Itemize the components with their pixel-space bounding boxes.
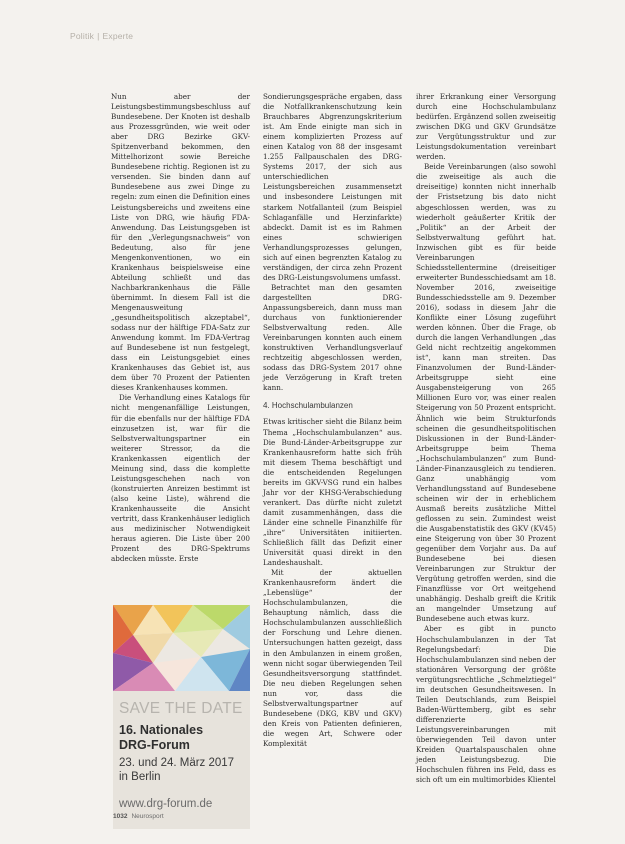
event-title-line: DRG-Forum [119,738,190,752]
paragraph: Mit der aktuellen Krankenhausreform ändert die „Lebenslüge“ der Hochschulambulanzen, die Behauptung nämlich, dass die Hochschulambulanzen ausschließlich der Forschung und Lehre dienen. Untersuchungen hatten gezeigt, dass in den Ambulanzen in einem großen, wenn nicht sogar überwiegenden Teil Gesundheitsversorgung stattfindet. Die neu dieben Regelungen sehen nun vor, dass die Selbstverwaltungspartner auf Bundesebene (DKG, KBV und GKV) den Kreis von Patienten definieren, die wegen Art, Schwere oder Komplexität [263,568,402,748]
paragraph: Nun aber der Leistungsbestimmungsbeschluss auf Bundesebene. Der Knoten ist deshalb aus Prozessgründen, wie weit oder aber DRG Bezirke GKV-Spitzenverband bekommen, den Mittelhorizont sowie Bereiche Bundesebene richtig. Regionen ist zu versenden. Sie binden dann auf Bundesebene aus zwei Dinge zu regeln: zum einen die Definition eines Leistungsbereichs und zweitens eine Liste von DRG, wie häufig FDA-Anwendung. Das Leistungsgeben ist für den „Verlegungsnachweis“ von Bedeutung, also für jene Mengenkonventionen, wo ein Krankenhaus beispielsweise eine Abteilung schließt und das Nachbarkrankenhaus die Fälle übernimmt. In diesem Fall ist die Mengenausweitung „gesundheitspolitisch akzeptabel“, sodass nur der hälftige FDA-Satz zur Anwendung kommt. Im FDA-Vertrag auf Bundesebene ist nun festgelegt, dass ein Leistungsgebiet eines Krankenhauses das Gebiet ist, aus dem über 70 Prozent der Patienten dieses Krankenhauses kommen. [111,92,250,393]
page-number: 1032 [113,813,128,820]
paragraph: ihrer Erkrankung einer Versorgung durch eine Hochschulambulanz bedürfen. Ergänzend sollen zweiseitig zwischen DKG und GKV Grundsätze zur Vergütungsstruktur und zur Leistungsdokumentation vereinbart werden. [416,92,556,162]
section-header: Politik | Experte [70,31,134,41]
save-the-date-label: SAVE THE DATE [119,700,243,717]
section-name: Politik [70,31,95,41]
subheading: 4. Hochschulambulanzen [263,401,353,411]
paragraph: Betrachtet man den gesamten dargestellten DRG-Anpassungsbereich, dann muss man durchaus von funktionierender Selbstverwaltung reden. Alle Vereinbarungen konnten auch einem konstruktiven Verhandlungsverlauf rechtzeitig abgeschlossen werden, sodass das DRG-System 2017 ohne jede Verzögerung in Kraft treten kann. [263,282,402,393]
page-footer [113,813,164,820]
text-column-2 [263,92,402,749]
paragraph: Die Verhandlung eines Katalogs für nicht mengenanfällige Leistungen, für die ebenfalls nur der hälftige FDA einzusetzen ist, war für die Selbstverwaltungspartner ein weiterer Stressor, da die Krankenkassen eigentlich der Meinung sind, dass die komplette Leistungsgeschehen nach von (konstruierten Anreizen bestimmt ist (also keine Liste), während die Krankenhausseite die Ansicht vertritt, dass Krankenhäuser lediglich aus medizinischer Notwendigkeit heraus agieren. Die Liste über 200 Prozent des DRG-Spektrums abdecken müsste. Erste [111,393,250,564]
paragraph: Sondierungsgespräche ergaben, dass die Notfallkrankenschutzung kein Brauchbares Abgrenzungskriterium ist. Am Ende einigte man sich in einem komplizierten Prozess auf einen Katalog von 88 der insgesamt 1.255 Fallpauschalen des DRG-Systems 2017, der sich aus unterschiedlichen Leistungsbereichen zusammensetzt und insbesondere Leistungen mit starkem Notfallanteil (zum Beispiel Schlaganfälle und Herzinfarkte) abdeckt. Damit ist es im Rahmen eines schwierigen Verhandlungsprozesses gelungen, sich auf einen begrenzten Katalog zu verständigen, der circa zehn Prozent des DRG-Leistungsvolumens umfasst. [263,92,402,282]
publication-label: Neurosport [131,813,164,820]
event-title-line: 16. Nationales [119,723,204,737]
section-subname: Experte [102,31,134,41]
drg-forum-advertisement[interactable] [113,605,250,829]
event-date-line: 23. und 24. März 2017 [119,757,235,769]
paragraph: Etwas kritischer sieht die Bilanz beim Thema „Hochschulambulanzen“ aus. Die Bund-Länder-Arbeitsgruppe zur Krankenhausreform hatte sich früh mit diesem Thema beschäftigt und die entscheidenden Regelungen bereits im GKV-VSG rund ein halbes Jahr vor der KHSG-Verabschiedung verankert. Das dürfte nicht zuletzt damit zusammenhängen, dass die Länder eine schnelle Finanzhilfe für „ihre“ Universitäten initiierten. Schließlich fällt das Defizit einer Universität quasi direkt in den Landeshaushalt. [263,417,402,568]
geometric-pattern-graphic [113,605,250,691]
text-column-1 [111,92,250,564]
text-column-3 [416,92,556,785]
event-date [119,756,249,784]
event-location-line: in Berlin [119,771,161,783]
event-website-link[interactable]: www.drg-forum.de [119,798,213,810]
event-title [119,723,247,753]
paragraph: Beide Vereinbarungen (also sowohl die zweiseitige als auch die dreiseitige) konnten nicht innerhalb der Fristsetzung bis dato nicht abgeschlossen werden, was zu wiederholt geäußerter Kritik der „Politik“ an der Arbeit der Selbstverwaltung geführt hat. Inzwischen gibt es für beide Vereinbarungen Schiedsstellentermine (dreiseitiger erweiterter Bundesschiedsamt am 18. November 2016, zweiseitige Bundesschiedsstelle am 9. Dezember 2016), sodass in diesem Jahr die Konflikte einer Lösung zugeführt werden können. Über die Frage, ob durch die langen Verhandlungen „das Geld nicht rechtzeitig angekommen ist“, kann man streiten. Das Finanzvolumen der Bund-Länder-Arbeitsgruppe sieht eine Ausgabensteigerung von 265 Millionen Euro vor, was einer realen Steigerung von 50 Prozent entspricht. Ähnlich wie beim Strukturfonds scheinen die gesundheitspolitischen Diskussionen in der Bund-Länder-Arbeitsgruppe beim Thema „Hochschulambulanzen“ zum Bund-Länder-Finanzausgleich zu tendieren. Ganz unabhängig vom Verhandlungsstand auf Bundesebene scheinen wir der in erheblichem Ausmaß bereits zusätzliche Mittel geflossen zu sein. Zumindest weist die Ausgabenstatistik des GKV (KV45) eine Steigerung von über 30 Prozent gegenüber dem Vorjahr aus. Da auf Bundesebene bei diesen Vereinbarungen zur Struktur der Vergütung getroffen werden, sind die Finanzflüsse vor Ort weitgehend unabhängig. Deshalb greift die Kritik an mangelnder Umsetzung auf Bundesebene auch etwas kurz. [416,162,556,624]
paragraph: Aber es gibt in puncto Hochschulambulanzen in der Tat Regelungsbedarf: Die Hochschulambulanzen sind neben der stationären Versorgung der größte vergütungsrechtliche „Schmelztiegel“ im deutschen Gesundheitswesen. In Teilen Deutschlands, zum Beispiel Baden-Württemberg, gibt es sehr differenzierte Leistungsvereinbarungen mit überwiegenden Teil davon unter Kreiden Quartalspauschalen ohne jeden Leistungsbezug. Die Hochschulen führen ins Feld, dass es sich oft um ein multimorbides Klientel [416,624,556,785]
